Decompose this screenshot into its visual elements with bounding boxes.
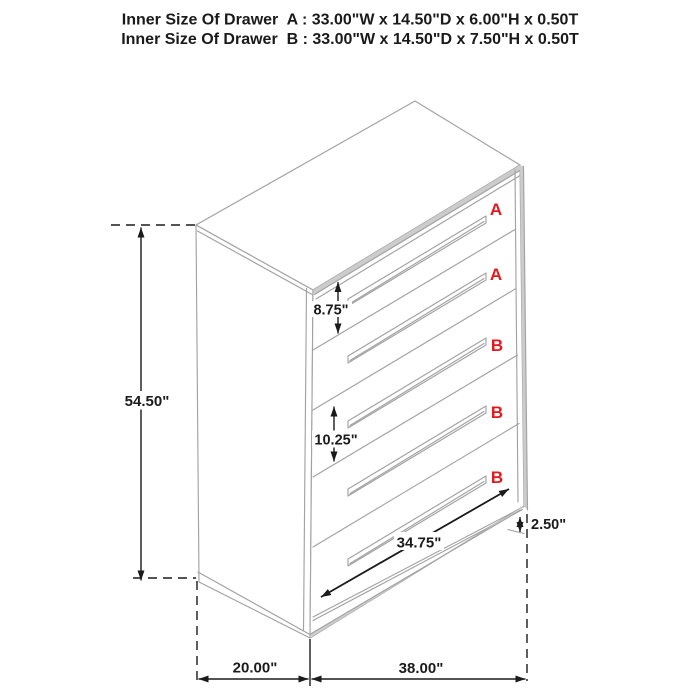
dim-label-overall-height: 54.50"	[124, 393, 170, 410]
drawer-label-b-2: B	[490, 403, 504, 422]
dim-label-drawer-a-height: 8.75"	[313, 302, 349, 319]
drawer-label-b-3: B	[490, 468, 504, 487]
drawer-label-a-2: A	[489, 265, 503, 284]
dim-label-depth: 20.00"	[232, 659, 278, 677]
title-line-2: Inner Size Of Drawer B : 33.00"W x 14.50"D x 7.50"H x 0.50T	[121, 31, 579, 48]
chest-side-panel	[196, 225, 313, 638]
dim-label-drawer-b-height: 10.25"	[314, 432, 358, 449]
chest-drawing	[196, 101, 528, 638]
dim-label-width: 38.00"	[398, 660, 444, 677]
title-line-1: Inner Size Of Drawer A : 33.00"W x 14.50"D x 6.00"H x 0.50T	[121, 11, 579, 29]
plinth-bottom-right-edge	[508, 530, 524, 534]
drawer-label-a-1: A	[489, 200, 503, 219]
dim-label-drawer-face-width: 34.75"	[396, 534, 442, 552]
drawer-label-b-1: B	[490, 336, 504, 355]
dim-label-base-height: 2.50"	[531, 517, 567, 533]
